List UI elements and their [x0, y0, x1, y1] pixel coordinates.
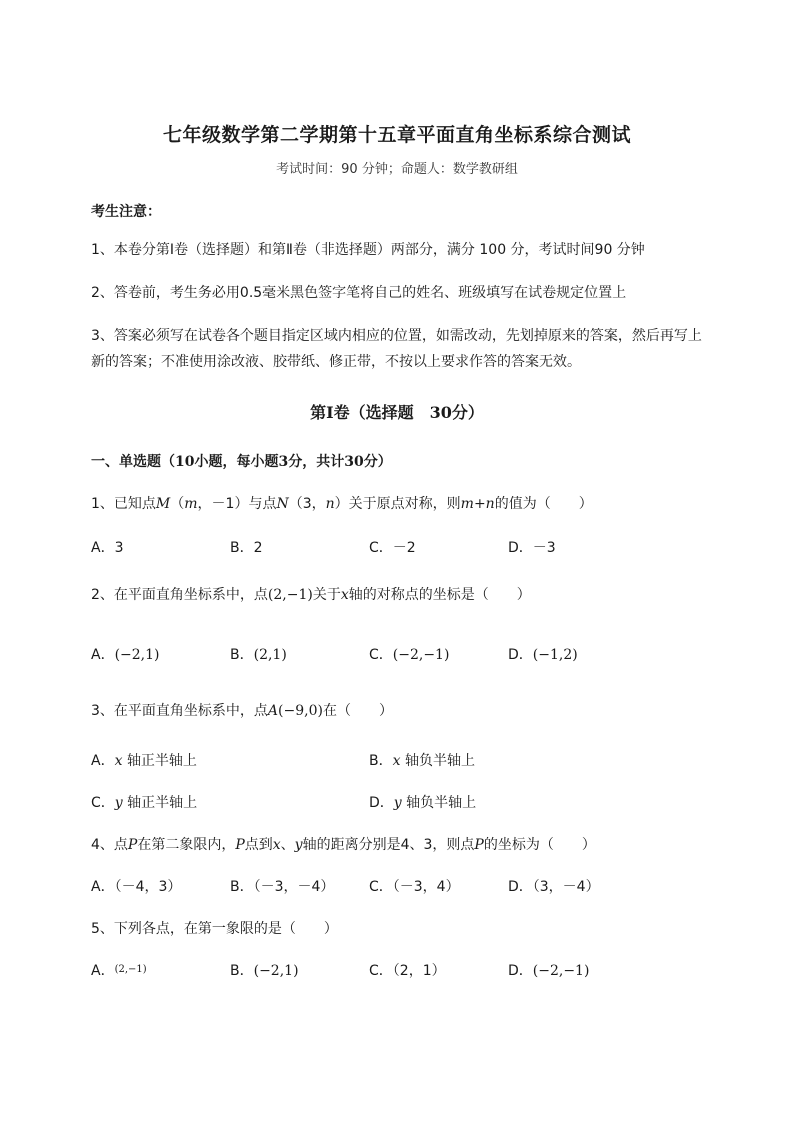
q5-option-c-letter: C．: [369, 963, 393, 979]
q1-option-b[interactable]: B．2: [230, 540, 263, 556]
q2-option-d[interactable]: [508, 644, 578, 664]
q1-var-N: N: [276, 496, 289, 512]
q2-text-1: 2、在平面直角坐标系中，点: [91, 587, 268, 603]
q1-text-4: （3，: [288, 496, 326, 512]
q3-var-A: A: [267, 703, 279, 719]
question-1: [91, 493, 731, 513]
q3-options-row-2: [91, 792, 731, 812]
q4-var-P-2: P: [235, 837, 245, 853]
q3-option-d[interactable]: [369, 792, 476, 812]
q3-option-d-var: y: [393, 795, 402, 811]
q1-var-mn: m+n: [460, 496, 495, 512]
q2-option-c-value: (−2,−1): [392, 647, 450, 663]
q2-option-d-letter: D．: [508, 647, 533, 663]
q4-text-6: 的坐标为（ ）: [483, 837, 596, 853]
q5-option-b-value: (−2,1): [253, 963, 299, 979]
q5-option-b-letter: B．: [230, 963, 254, 979]
q1-text-3: ，－1）与点: [197, 496, 277, 512]
q3-options-row-1: [91, 750, 731, 770]
q3-option-b[interactable]: [369, 750, 475, 770]
q2-options: [91, 644, 731, 664]
q4-option-d[interactable]: D．（3，－4）: [508, 879, 600, 895]
q2-option-a-value: (−2,1): [114, 647, 160, 663]
q4-text-2: 在第二象限内，: [137, 837, 236, 853]
q1-option-c[interactable]: C．－2: [369, 540, 416, 556]
q4-options: [91, 876, 731, 896]
q5-option-b[interactable]: [230, 960, 299, 980]
q3-text-1: 3、在平面直角坐标系中，点: [91, 703, 268, 719]
question-4: [91, 834, 731, 854]
q4-option-b[interactable]: B．（－3，－4）: [230, 879, 335, 895]
q4-var-P-3: P: [474, 837, 484, 853]
q5-option-c-value: （2，1）: [392, 963, 446, 979]
q3-option-b-letter: B．: [369, 753, 393, 769]
q4-text-3: 点到: [244, 837, 273, 853]
q4-text-4: 、: [280, 837, 295, 853]
q2-text-2: 关于: [312, 587, 341, 603]
q3-option-c-var: y: [114, 795, 123, 811]
q2-text-3: 轴的对称点的坐标是（ ）: [348, 587, 531, 603]
q4-var-y: y: [294, 837, 303, 853]
notice-item-3: 3、答案必须写在试卷各个题目指定区域内相应的位置，如需改动，先划掉原来的答案，然后再写上新的答案；不准使用涂改液、胶带纸、修正带，不按以上要求作答的答案无效。: [91, 328, 702, 370]
q5-option-d-value: (−2,−1): [532, 963, 590, 979]
q1-option-d[interactable]: D．－3: [508, 540, 556, 556]
q1-text-5: ）关于原点对称，则: [334, 496, 461, 512]
q3-option-d-text: 轴负半轴上: [406, 795, 477, 811]
q3-text-2: 在（ ）: [322, 703, 393, 719]
q3-option-a[interactable]: [91, 750, 197, 770]
q3-option-d-letter: D．: [369, 795, 394, 811]
q3-option-c-letter: C．: [91, 795, 115, 811]
q2-option-a[interactable]: [91, 644, 160, 664]
q5-options: [91, 960, 731, 980]
q1-var-n: n: [325, 496, 335, 512]
q1-text-6: 的值为（ ）: [494, 496, 593, 512]
q3-option-a-var: x: [114, 753, 123, 769]
q2-var-x: x: [340, 587, 349, 603]
q5-option-a-value: (2,−1): [114, 964, 147, 975]
q4-option-c[interactable]: C．（－3，4）: [369, 879, 460, 895]
q5-option-a[interactable]: [91, 960, 147, 980]
q2-option-d-value: (−1,2): [532, 647, 578, 663]
q2-option-b-letter: B．: [230, 647, 254, 663]
exam-subtitle: 考试时间：90 分钟；命题人：数学教研组: [276, 162, 518, 177]
section-title: 第Ⅰ卷（选择题 30分）: [310, 403, 484, 422]
q3-option-a-letter: A．: [91, 753, 115, 769]
q1-text-2: （: [170, 496, 185, 512]
q2-option-c[interactable]: [369, 644, 449, 664]
notice-item-1: 1、本卷分第Ⅰ卷（选择题）和第Ⅱ卷（非选择题）两部分，满分 100 分，考试时间90 分钟: [91, 242, 645, 258]
question-5: 5、下列各点，在第一象限的是（ ）: [91, 921, 338, 937]
q3-option-b-var: x: [392, 753, 401, 769]
q4-text-5: 轴的距离分别是4、3，则点: [302, 837, 475, 853]
q3-option-c-text: 轴正半轴上: [127, 795, 198, 811]
q2-option-b-value: (2,1): [253, 647, 287, 663]
q5-option-c[interactable]: [369, 960, 446, 980]
q2-option-a-letter: A．: [91, 647, 115, 663]
q3-option-c[interactable]: [91, 792, 197, 812]
q4-option-a[interactable]: A．（－4，3）: [91, 879, 182, 895]
q1-var-m: m: [184, 496, 198, 512]
q4-var-P: P: [127, 837, 138, 853]
q1-var-M: M: [155, 496, 171, 512]
question-2: [91, 584, 731, 604]
q1-option-a[interactable]: A．3: [91, 540, 124, 556]
notice-item-2: 2、答卷前，考生务必用0.5毫米黑色签字笔将自己的姓名、班级填写在试卷规定位置上: [91, 285, 627, 301]
q5-option-d[interactable]: [508, 960, 589, 980]
q2-option-b[interactable]: [230, 644, 287, 664]
q1-text-1: 1、已知点: [91, 496, 156, 512]
q5-option-a-letter: A．: [91, 963, 115, 979]
q4-text-1: 4、点: [91, 837, 128, 853]
notice-heading: 考生注意：: [91, 204, 161, 220]
exam-title: 七年级数学第二学期第十五章平面直角坐标系综合测试: [162, 124, 631, 146]
q5-option-d-letter: D．: [508, 963, 533, 979]
q3-option-a-text: 轴正半轴上: [126, 753, 197, 769]
q3-point: (−9,0): [278, 703, 323, 719]
q1-options: [91, 537, 731, 557]
q2-option-c-letter: C．: [369, 647, 393, 663]
q2-point: (2,−1): [267, 587, 313, 603]
q3-option-b-text: 轴负半轴上: [404, 753, 475, 769]
part-heading: 一、单选题（10小题，每小题3分，共计30分）: [91, 454, 392, 470]
q4-var-x: x: [272, 837, 281, 853]
question-3: [91, 700, 731, 720]
